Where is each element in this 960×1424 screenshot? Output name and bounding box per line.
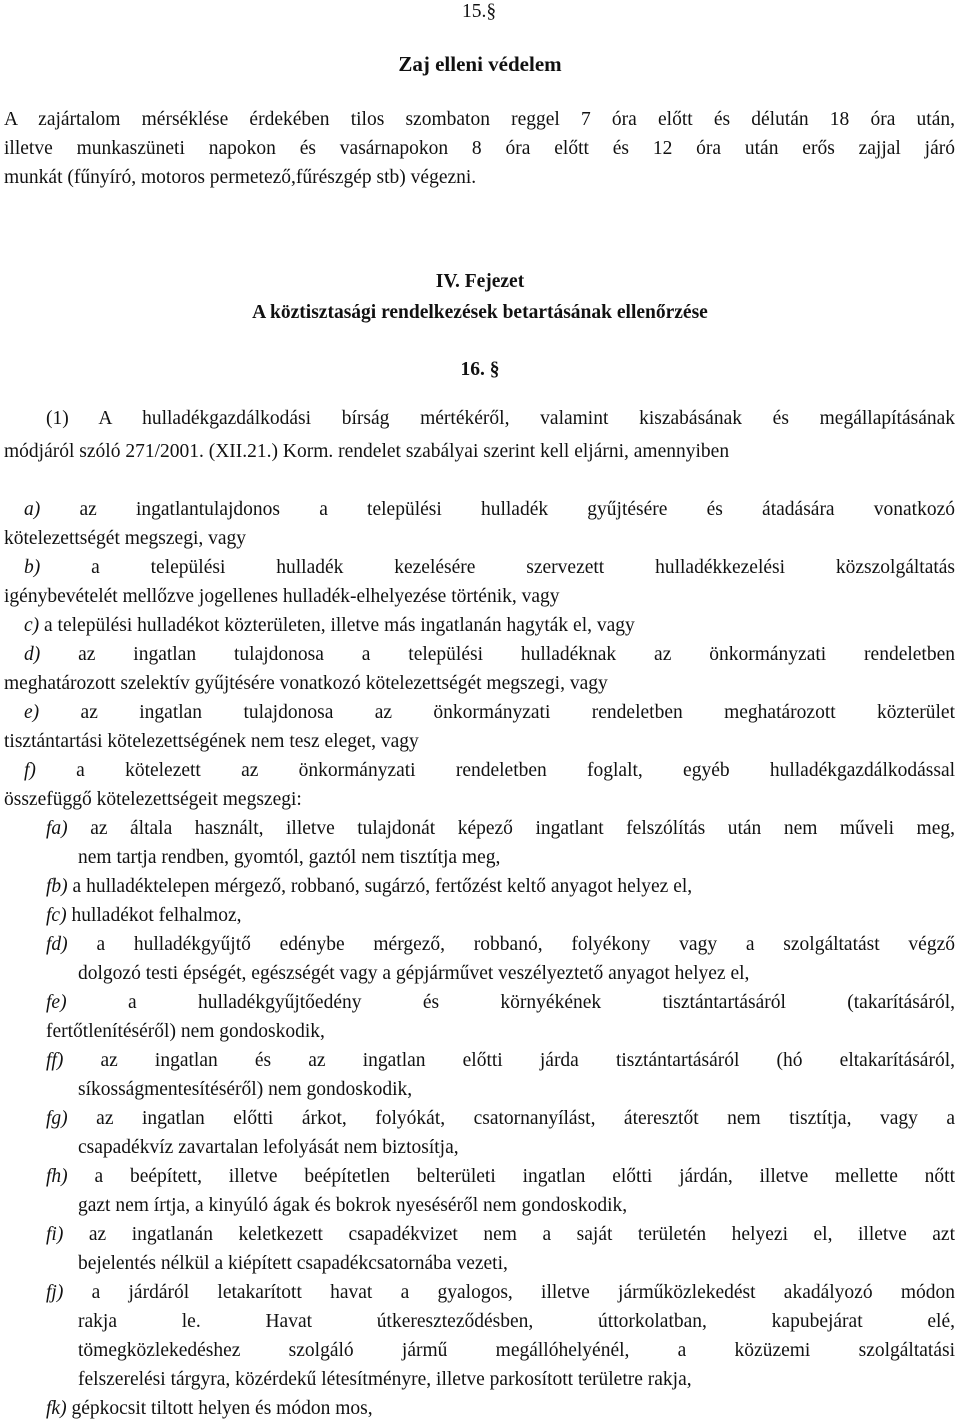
sub-item-fj-continuation: rakja le. Havat útkereszteződésben, úttorkolatban, kapubejárat elé, — [78, 1311, 955, 1332]
sub-item-fe-continuation: fertőtlenítéséről) nem gondoskodik, — [46, 1021, 325, 1042]
list-item-e-continuation: tisztántartási kötelezettségének nem tesz eleget, vagy — [4, 731, 419, 752]
sub-item-fh-continuation: gazt nem írtja, a kinyúló ágak és bokrok nyeséséről nem gondoskodik, — [78, 1195, 628, 1216]
list-item-a-continuation: kötelezettségét megszegi, vagy — [4, 528, 247, 549]
sub-item-fc: fc) hulladékot felhalmoz, — [46, 905, 242, 926]
item-label: fj) — [46, 1282, 64, 1303]
intro-paragraph-line: módjáról szóló 271/2001. (XII.21.) Korm. rendelet szabályai szerint kell eljárni, amennyiben — [4, 441, 730, 462]
sub-item-ff: ff) az ingatlan és az ingatlan előtti járda tisztántartásáról (hó eltakarításáról, — [46, 1050, 955, 1071]
sub-item-fi-continuation: bejelentés nélkül a kiépített csapadékcsatornába vezeti, — [78, 1253, 508, 1274]
sub-item-ff-continuation: síkosságmentesítéséről) nem gondoskodik, — [78, 1079, 413, 1100]
sub-item-fj: fj) a járdáról letakarított havat a gyalogos, illetve járműközlekedést akadályozó módon — [46, 1282, 956, 1303]
item-label: d) — [24, 644, 41, 665]
item-label: fc) — [46, 905, 67, 926]
chapter-title: A köztisztasági rendelkezések betartásának ellenőrzése — [252, 302, 708, 323]
item-label: fb) — [46, 876, 68, 897]
list-item-b: b) a települési hulladék kezelésére szervezett hulladékkezelési közszolgáltatás — [24, 557, 956, 578]
item-label: fe) — [46, 992, 67, 1013]
item-label: b) — [24, 557, 41, 578]
item-label: fd) — [46, 934, 68, 955]
sub-item-fh: fh) a beépített, illetve beépítetlen belterületi ingatlan előtti járdán, illetve mellette nőtt — [46, 1166, 956, 1187]
list-item-a: a) az ingatlantulajdonos a települési hulladék gyűjtésére és átadására vonatkozó — [24, 499, 956, 520]
sub-item-fi: fi) az ingatlanán keletkezett csapadékvizet nem a saját területén helyezi el, illetve azt — [46, 1224, 956, 1245]
sub-item-fd: fd) a hulladékgyűjtő edénybe mérgező, robbanó, folyékony vagy a szolgáltatást végző — [46, 934, 955, 955]
sub-item-fj-continuation: tömegközlekedéshez szolgáló jármű megállóhelyénél, a közüzemi szolgáltatási — [78, 1340, 955, 1361]
item-label: a) — [24, 499, 41, 520]
sub-item-fb: fb) a hulladéktelepen mérgező, robbanó, sugárzó, fertőzést keltő anyagot helyez el, — [46, 876, 693, 897]
sub-item-fe: fe) a hulladékgyűjtőedény és környékének tisztántartásáról (takarításáról, — [46, 992, 955, 1013]
item-label: fa) — [46, 818, 68, 839]
list-item-d: d) az ingatlan tulajdonosa a települési hulladéknak az önkormányzati rendeletben — [24, 644, 955, 665]
chapter-number: IV. Fejezet — [435, 271, 525, 292]
noise-paragraph-line: illetve munkaszüneti napokon és vasárnapokon 8 óra előtt és 12 óra után erős zajjal járó — [4, 138, 955, 159]
sub-item-fg-continuation: csapadékvíz zavartalan lefolyását nem biztosítja, — [78, 1137, 459, 1158]
sub-item-fj-continuation: felszerelési tárgyra, közérdekű létesítményre, illetve parkosított területre rakja, — [78, 1369, 692, 1390]
intro-paragraph-line: (1) A hulladékgazdálkodási bírság mértékéről, valamint kiszabásának és megállapításának — [46, 408, 955, 429]
noise-paragraph-line: A zajártalom mérséklése érdekében tilos szombaton reggel 7 óra előtt és délután 18 óra után, — [4, 109, 955, 130]
sub-item-fg: fg) az ingatlan előtti árkot, folyókát, csatornanyílást, áteresztőt nem tisztítja, vagy a — [46, 1108, 955, 1129]
list-item-d-continuation: meghatározott szelektív gyűjtésére vonatkozó kötelezettségét megszegi, vagy — [4, 673, 608, 694]
item-label: c) — [24, 615, 40, 636]
section-15-heading: Zaj elleni védelem — [398, 52, 562, 76]
sub-item-fa: fa) az általa használt, illetve tulajdonát képező ingatlant felszólítás után nem műveli meg, — [46, 818, 956, 839]
item-label: fk) — [46, 1398, 67, 1419]
sub-item-fk: fk) gépkocsit tiltott helyen és módon mos, — [46, 1398, 373, 1419]
list-item-f: f) a kötelezett az önkormányzati rendeletben foglalt, egyéb hulladékgazdálkodással — [24, 760, 956, 781]
section-16-number: 16. § — [460, 359, 500, 380]
noise-paragraph-line: munkát (fűnyíró, motoros permetező,fűrészgép stb) végezni. — [4, 167, 477, 188]
sub-item-fd-continuation: dolgozó testi épségét, egészségét vagy a gépjárművet veszélyeztető anyagot helyez el, — [78, 963, 750, 984]
item-label: e) — [24, 702, 40, 723]
item-label: f) — [24, 760, 36, 781]
list-item-c: c) a települési hulladékot közterületen, illetve más ingatlanán hagyták el, vagy — [24, 615, 635, 636]
list-item-b-continuation: igénybevételét mellőzve jogellenes hulladék-elhelyezése történik, vagy — [4, 586, 560, 607]
item-label: ff) — [46, 1050, 64, 1071]
section-15-number: 15.§ — [462, 1, 497, 22]
item-label: fg) — [46, 1108, 68, 1129]
item-label: fh) — [46, 1166, 68, 1187]
sub-item-fa-continuation: nem tartja rendben, gyomtól, gaztól nem tisztítja meg, — [78, 847, 501, 868]
item-label: fi) — [46, 1224, 64, 1245]
list-item-e: e) az ingatlan tulajdonosa az önkormányzati rendeletben meghatározott közterület — [24, 702, 955, 723]
list-item-f-continuation: összefüggő kötelezettségeit megszegi: — [4, 789, 302, 810]
